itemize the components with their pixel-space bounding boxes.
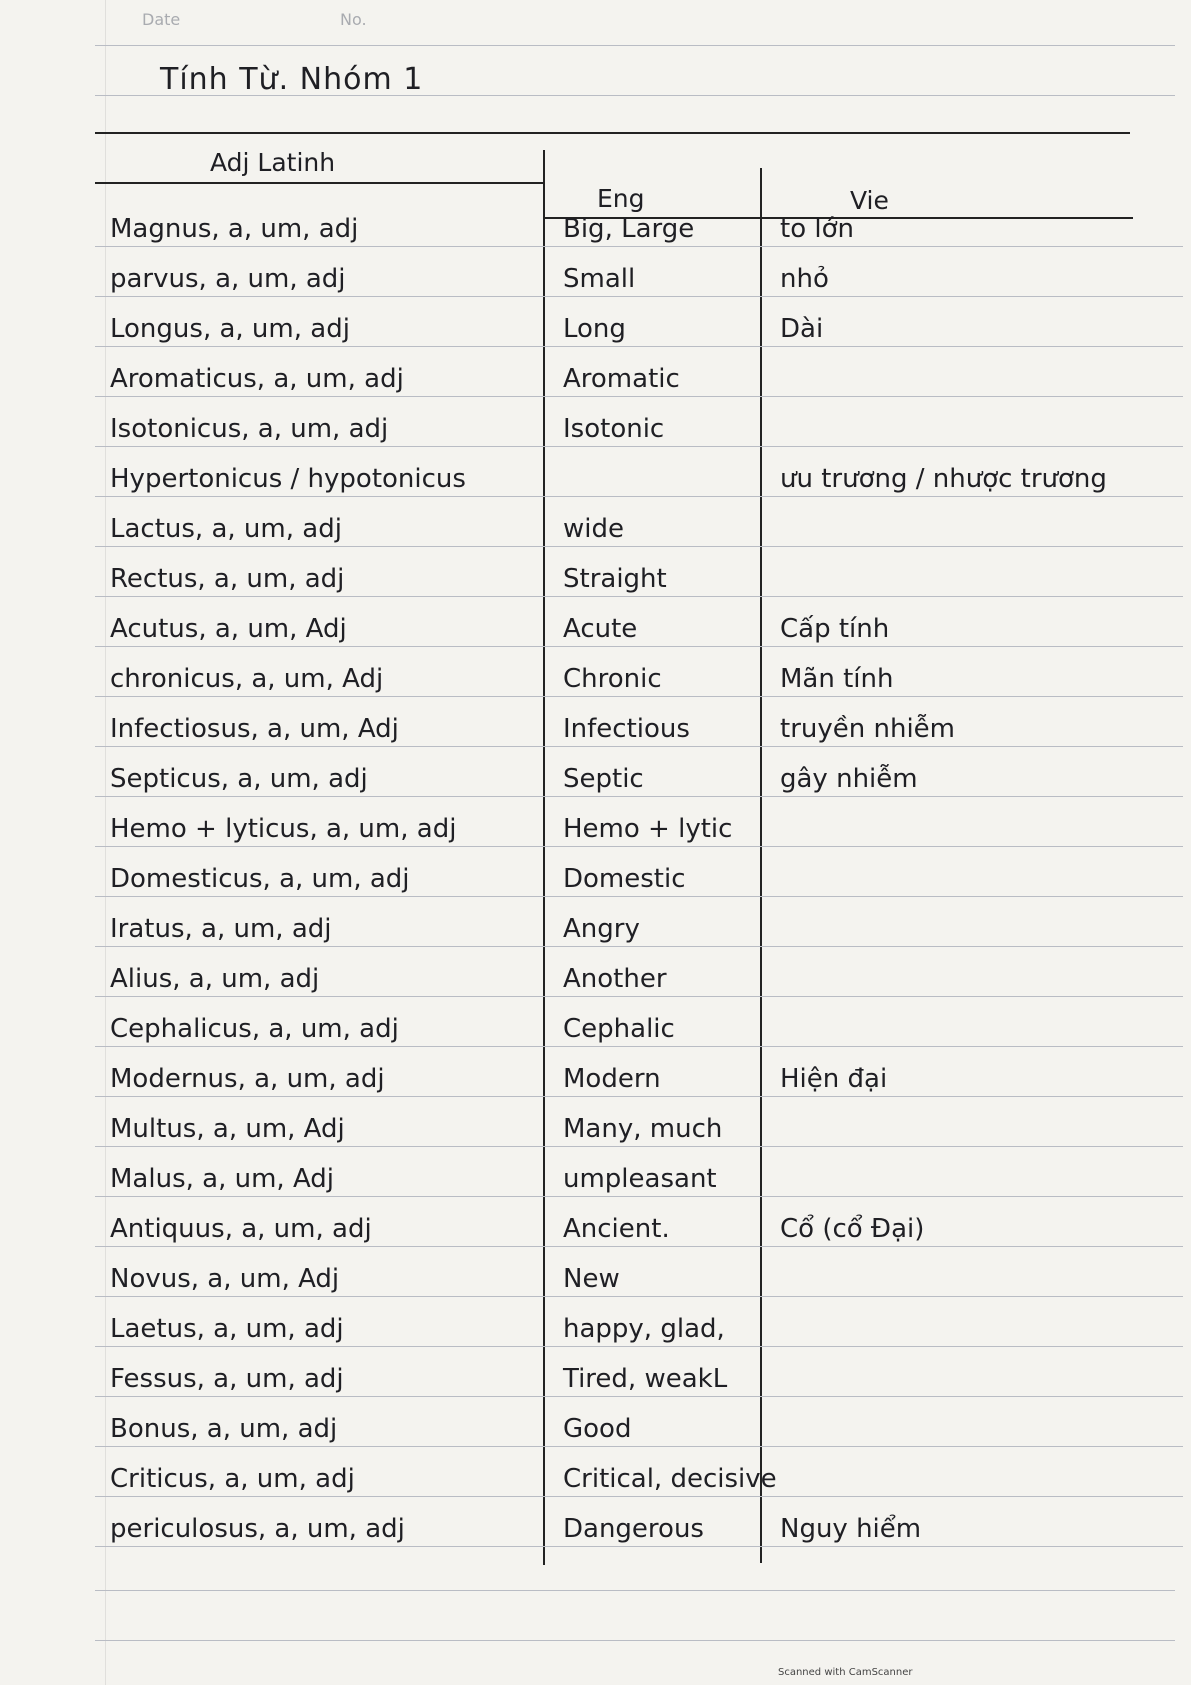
page-edge-tick — [1165, 246, 1183, 247]
page-edge-tick — [1165, 496, 1183, 497]
latin-term: Cephalicus, a, um, adj — [110, 1014, 399, 1044]
latin-term: chronicus, a, um, Adj — [110, 664, 384, 694]
english-term: wide — [563, 514, 624, 544]
english-term: Big, Large — [563, 214, 695, 244]
page-edge-tick — [1165, 1196, 1183, 1197]
page-edge-tick — [1165, 846, 1183, 847]
english-term: Septic — [563, 764, 644, 794]
table-header-divider-latin — [95, 182, 543, 184]
ruled-line — [95, 246, 1175, 247]
ruled-line — [95, 1096, 1175, 1097]
english-term: Good — [563, 1414, 632, 1444]
page-edge-tick — [1165, 596, 1183, 597]
latin-term: Hypertonicus / hypotonicus — [110, 464, 466, 494]
english-term: Hemo + lytic — [563, 814, 733, 844]
page-edge-tick — [1165, 1446, 1183, 1447]
latin-term: Lactus, a, um, adj — [110, 514, 342, 544]
ruled-line — [95, 696, 1175, 697]
page-edge-tick — [1165, 646, 1183, 647]
latin-term: Criticus, a, um, adj — [110, 1464, 355, 1494]
page-edge-tick — [1165, 1546, 1183, 1547]
vietnamese-term: truyền nhiễm — [780, 714, 955, 744]
ruled-line — [95, 496, 1175, 497]
ruled-line — [95, 596, 1175, 597]
vietnamese-term: to lớn — [780, 214, 854, 244]
page-title: Tính Từ. Nhóm 1 — [160, 62, 424, 97]
latin-term: Iratus, a, um, adj — [110, 914, 332, 944]
ruled-line — [95, 95, 1175, 96]
ruled-line — [95, 796, 1175, 797]
page-edge-tick — [1165, 996, 1183, 997]
latin-term: Domesticus, a, um, adj — [110, 864, 410, 894]
english-term: Small — [563, 264, 636, 294]
vietnamese-term: gây nhiễm — [780, 764, 918, 794]
english-term: Tired, weakL — [563, 1364, 728, 1394]
ruled-line — [95, 1446, 1175, 1447]
ruled-line — [95, 446, 1175, 447]
latin-term: periculosus, a, um, adj — [110, 1514, 405, 1544]
ruled-line — [95, 546, 1175, 547]
english-term: New — [563, 1264, 620, 1294]
page-edge-tick — [1165, 896, 1183, 897]
latin-term: Septicus, a, um, adj — [110, 764, 368, 794]
ruled-line — [95, 1046, 1175, 1047]
latin-term: Malus, a, um, Adj — [110, 1164, 334, 1194]
english-term: Aromatic — [563, 364, 680, 394]
ruled-line — [95, 1196, 1175, 1197]
ruled-line — [95, 996, 1175, 997]
english-term: Domestic — [563, 864, 686, 894]
english-term: Infectious — [563, 714, 690, 744]
table-top-border — [95, 132, 1130, 134]
latin-term: Multus, a, um, Adj — [110, 1114, 345, 1144]
english-term: Many, much — [563, 1114, 723, 1144]
page-edge-tick — [1165, 396, 1183, 397]
english-term: Long — [563, 314, 626, 344]
latin-term: Fessus, a, um, adj — [110, 1364, 344, 1394]
page-edge-tick — [1165, 546, 1183, 547]
english-term: Cephalic — [563, 1014, 675, 1044]
ruled-line — [95, 1246, 1175, 1247]
vietnamese-term: Hiện đại — [780, 1064, 888, 1094]
page-edge-tick — [1165, 946, 1183, 947]
latin-term: Hemo + lyticus, a, um, adj — [110, 814, 457, 844]
vietnamese-term: nhỏ — [780, 264, 829, 294]
english-term: Dangerous — [563, 1514, 704, 1544]
page-edge-tick — [1165, 296, 1183, 297]
ruled-line — [95, 1146, 1175, 1147]
latin-term: Modernus, a, um, adj — [110, 1064, 385, 1094]
ruled-line — [95, 45, 1175, 46]
number-label: No. — [340, 10, 367, 29]
page-edge-tick — [1165, 446, 1183, 447]
page-edge-tick — [1165, 1346, 1183, 1347]
latin-term: Alius, a, um, adj — [110, 964, 320, 994]
page-edge-tick — [1165, 796, 1183, 797]
ruled-line — [95, 1590, 1175, 1591]
ruled-line — [95, 1346, 1175, 1347]
latin-term: Infectiosus, a, um, Adj — [110, 714, 399, 744]
english-term: Modern — [563, 1064, 661, 1094]
ruled-line — [95, 1640, 1175, 1641]
latin-term: Aromaticus, a, um, adj — [110, 364, 404, 394]
ruled-line — [95, 646, 1175, 647]
ruled-line — [95, 1496, 1175, 1497]
ruled-line — [95, 896, 1175, 897]
ruled-line — [95, 396, 1175, 397]
latin-term: Rectus, a, um, adj — [110, 564, 345, 594]
page-edge-tick — [1165, 1096, 1183, 1097]
latin-term: Isotonicus, a, um, adj — [110, 414, 389, 444]
ruled-line — [95, 1396, 1175, 1397]
page-edge-tick — [1165, 746, 1183, 747]
latin-term: Novus, a, um, Adj — [110, 1264, 340, 1294]
column-divider-eng-vie — [760, 168, 762, 1563]
english-term: Acute — [563, 614, 638, 644]
english-term: Chronic — [563, 664, 662, 694]
page-margin-line — [105, 0, 106, 1685]
english-term: Angry — [563, 914, 640, 944]
latin-term: Bonus, a, um, adj — [110, 1414, 338, 1444]
ruled-line — [95, 1296, 1175, 1297]
ruled-line — [95, 296, 1175, 297]
latin-term: Longus, a, um, adj — [110, 314, 350, 344]
ruled-line — [95, 346, 1175, 347]
vietnamese-term: Mãn tính — [780, 664, 894, 694]
ruled-line — [95, 946, 1175, 947]
vietnamese-term: Nguy hiểm — [780, 1514, 922, 1544]
column-divider-latin-eng — [543, 150, 545, 1565]
page-edge-tick — [1165, 346, 1183, 347]
english-term: Isotonic — [563, 414, 665, 444]
page-edge-tick — [1165, 1496, 1183, 1497]
vietnamese-term: Dài — [780, 314, 824, 344]
latin-term: Magnus, a, um, adj — [110, 214, 359, 244]
scanner-watermark: Scanned with CamScanner — [778, 1667, 913, 1678]
column-header-vie: Vie — [850, 186, 889, 215]
page-edge-tick — [1165, 1296, 1183, 1297]
english-term: happy, glad, — [563, 1314, 725, 1344]
column-header-latin: Adj Latinh — [210, 148, 336, 177]
column-header-eng: Eng — [597, 184, 645, 213]
date-label: Date — [142, 10, 181, 29]
english-term: Another — [563, 964, 667, 994]
page-edge-tick — [1165, 696, 1183, 697]
english-term: Ancient. — [563, 1214, 670, 1244]
latin-term: Acutus, a, um, Adj — [110, 614, 347, 644]
page-edge-tick — [1165, 1046, 1183, 1047]
page-edge-tick — [1165, 1246, 1183, 1247]
page-edge-tick — [1165, 1146, 1183, 1147]
latin-term: Antiquus, a, um, adj — [110, 1214, 372, 1244]
ruled-line — [95, 1546, 1175, 1547]
latin-term: Laetus, a, um, adj — [110, 1314, 344, 1344]
english-term: Straight — [563, 564, 667, 594]
ruled-line — [95, 746, 1175, 747]
vietnamese-term: Cổ (cổ Đại) — [780, 1214, 925, 1244]
vietnamese-term: ưu trương / nhược trương — [780, 464, 1107, 494]
ruled-line — [95, 846, 1175, 847]
english-term: Critical, decisive — [563, 1464, 777, 1494]
latin-term: parvus, a, um, adj — [110, 264, 346, 294]
page-edge-tick — [1165, 1396, 1183, 1397]
vietnamese-term: Cấp tính — [780, 614, 890, 644]
english-term: umpleasant — [563, 1164, 717, 1194]
